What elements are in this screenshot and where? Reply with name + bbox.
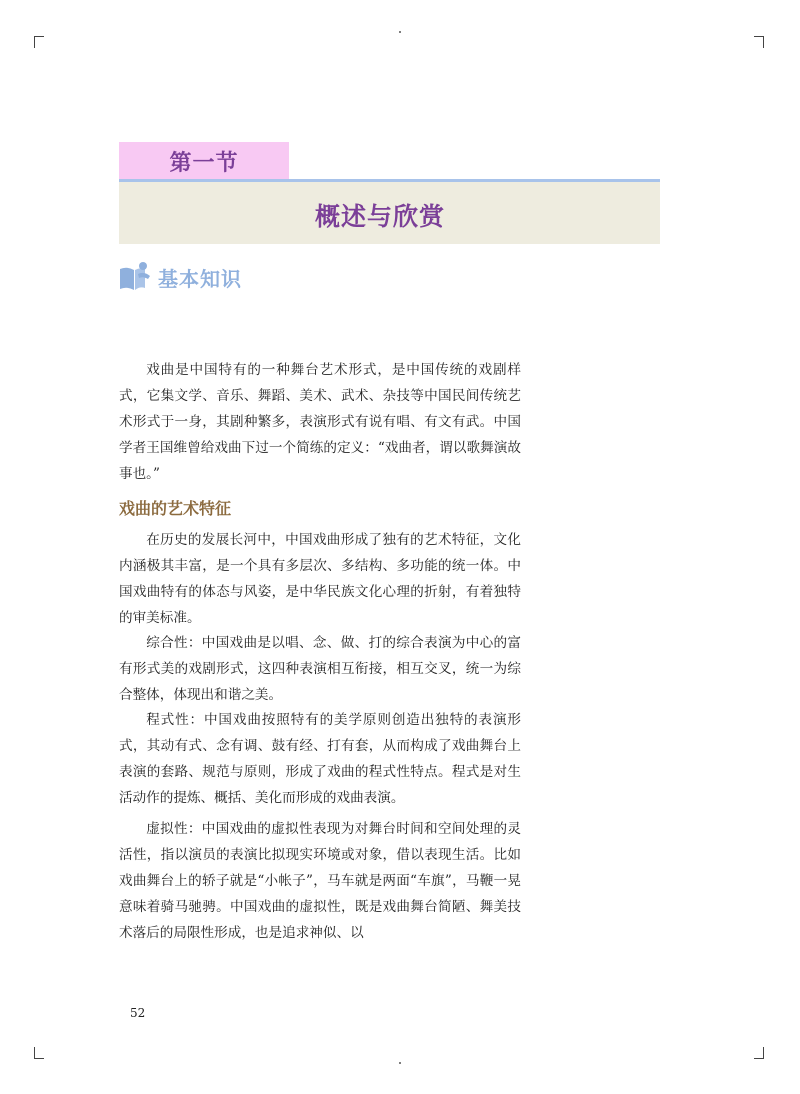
registration-dot — [399, 1062, 401, 1064]
crop-mark — [34, 1047, 35, 1059]
crop-mark — [34, 36, 35, 48]
crop-mark — [763, 1047, 764, 1059]
section-label: 第一节 — [169, 150, 239, 176]
book-person-icon — [118, 260, 152, 294]
registration-dot — [399, 31, 401, 33]
paragraph: 在历史的发展长河中，中国戏曲形成了独有的艺术特征，文化内涵极其丰富，是一个具有多层次、多结构、多功能的统一体。中国戏曲特有的体态与风姿，是中华民族文化心理的折射，有着独特的审美标准。 — [119, 532, 521, 626]
crop-mark — [34, 36, 44, 37]
title-band — [119, 182, 660, 244]
knowledge-label: 基本知识 — [158, 266, 242, 291]
intro-paragraph: 戏曲是中国特有的一种舞台艺术形式，是中国传统的戏剧样式，它集文学、音乐、舞蹈、美术、武术、杂技等中国民间传统艺术形式于一身，其剧种繁多，表演形式有说有唱、有文有武。中国学者王国维曾给戏曲下过一个简练的定义：“戏曲者，谓以歌舞演故事也。” — [119, 362, 521, 482]
paragraph: 综合性：中国戏曲是以唱、念、做、打的综合表演为中心的富有形式美的戏剧形式，这四种表演相互衔接，相互交叉，统一为综合整体，体现出和谐之美。 — [119, 635, 521, 703]
page-title: 概述与欣赏 — [315, 202, 446, 231]
knowledge-heading — [118, 259, 242, 295]
crop-mark — [34, 1058, 44, 1059]
page-number: 52 — [130, 1006, 146, 1020]
paragraph: 程式性：中国戏曲按照特有的美学原则创造出独特的表演形式，其动有式、念有调、鼓有经、打有套，从而构成了戏曲舞台上表演的套路、规范与原则，形成了戏曲的程式性特点。程式是对生活动作的提炼、概括、美化而形成的戏曲表演。 — [119, 712, 521, 806]
paragraph: 虚拟性：中国戏曲的虚拟性表现为对舞台时间和空间处理的灵活性，指以演员的表演比拟现实环境或对象，借以表现生活。比如戏曲舞台上的轿子就是“小帐子”，马车就是两面“车旗”，马鞭一晃意味着骑马驰骋。中国戏曲的虚拟性，既是戏曲舞台简陋、舞美技术落后的局限性形成，也是追求神似、以 — [119, 821, 521, 941]
crop-mark — [763, 36, 764, 48]
features-heading: 戏曲的艺术特征 — [119, 499, 232, 518]
section-tab — [119, 142, 289, 180]
